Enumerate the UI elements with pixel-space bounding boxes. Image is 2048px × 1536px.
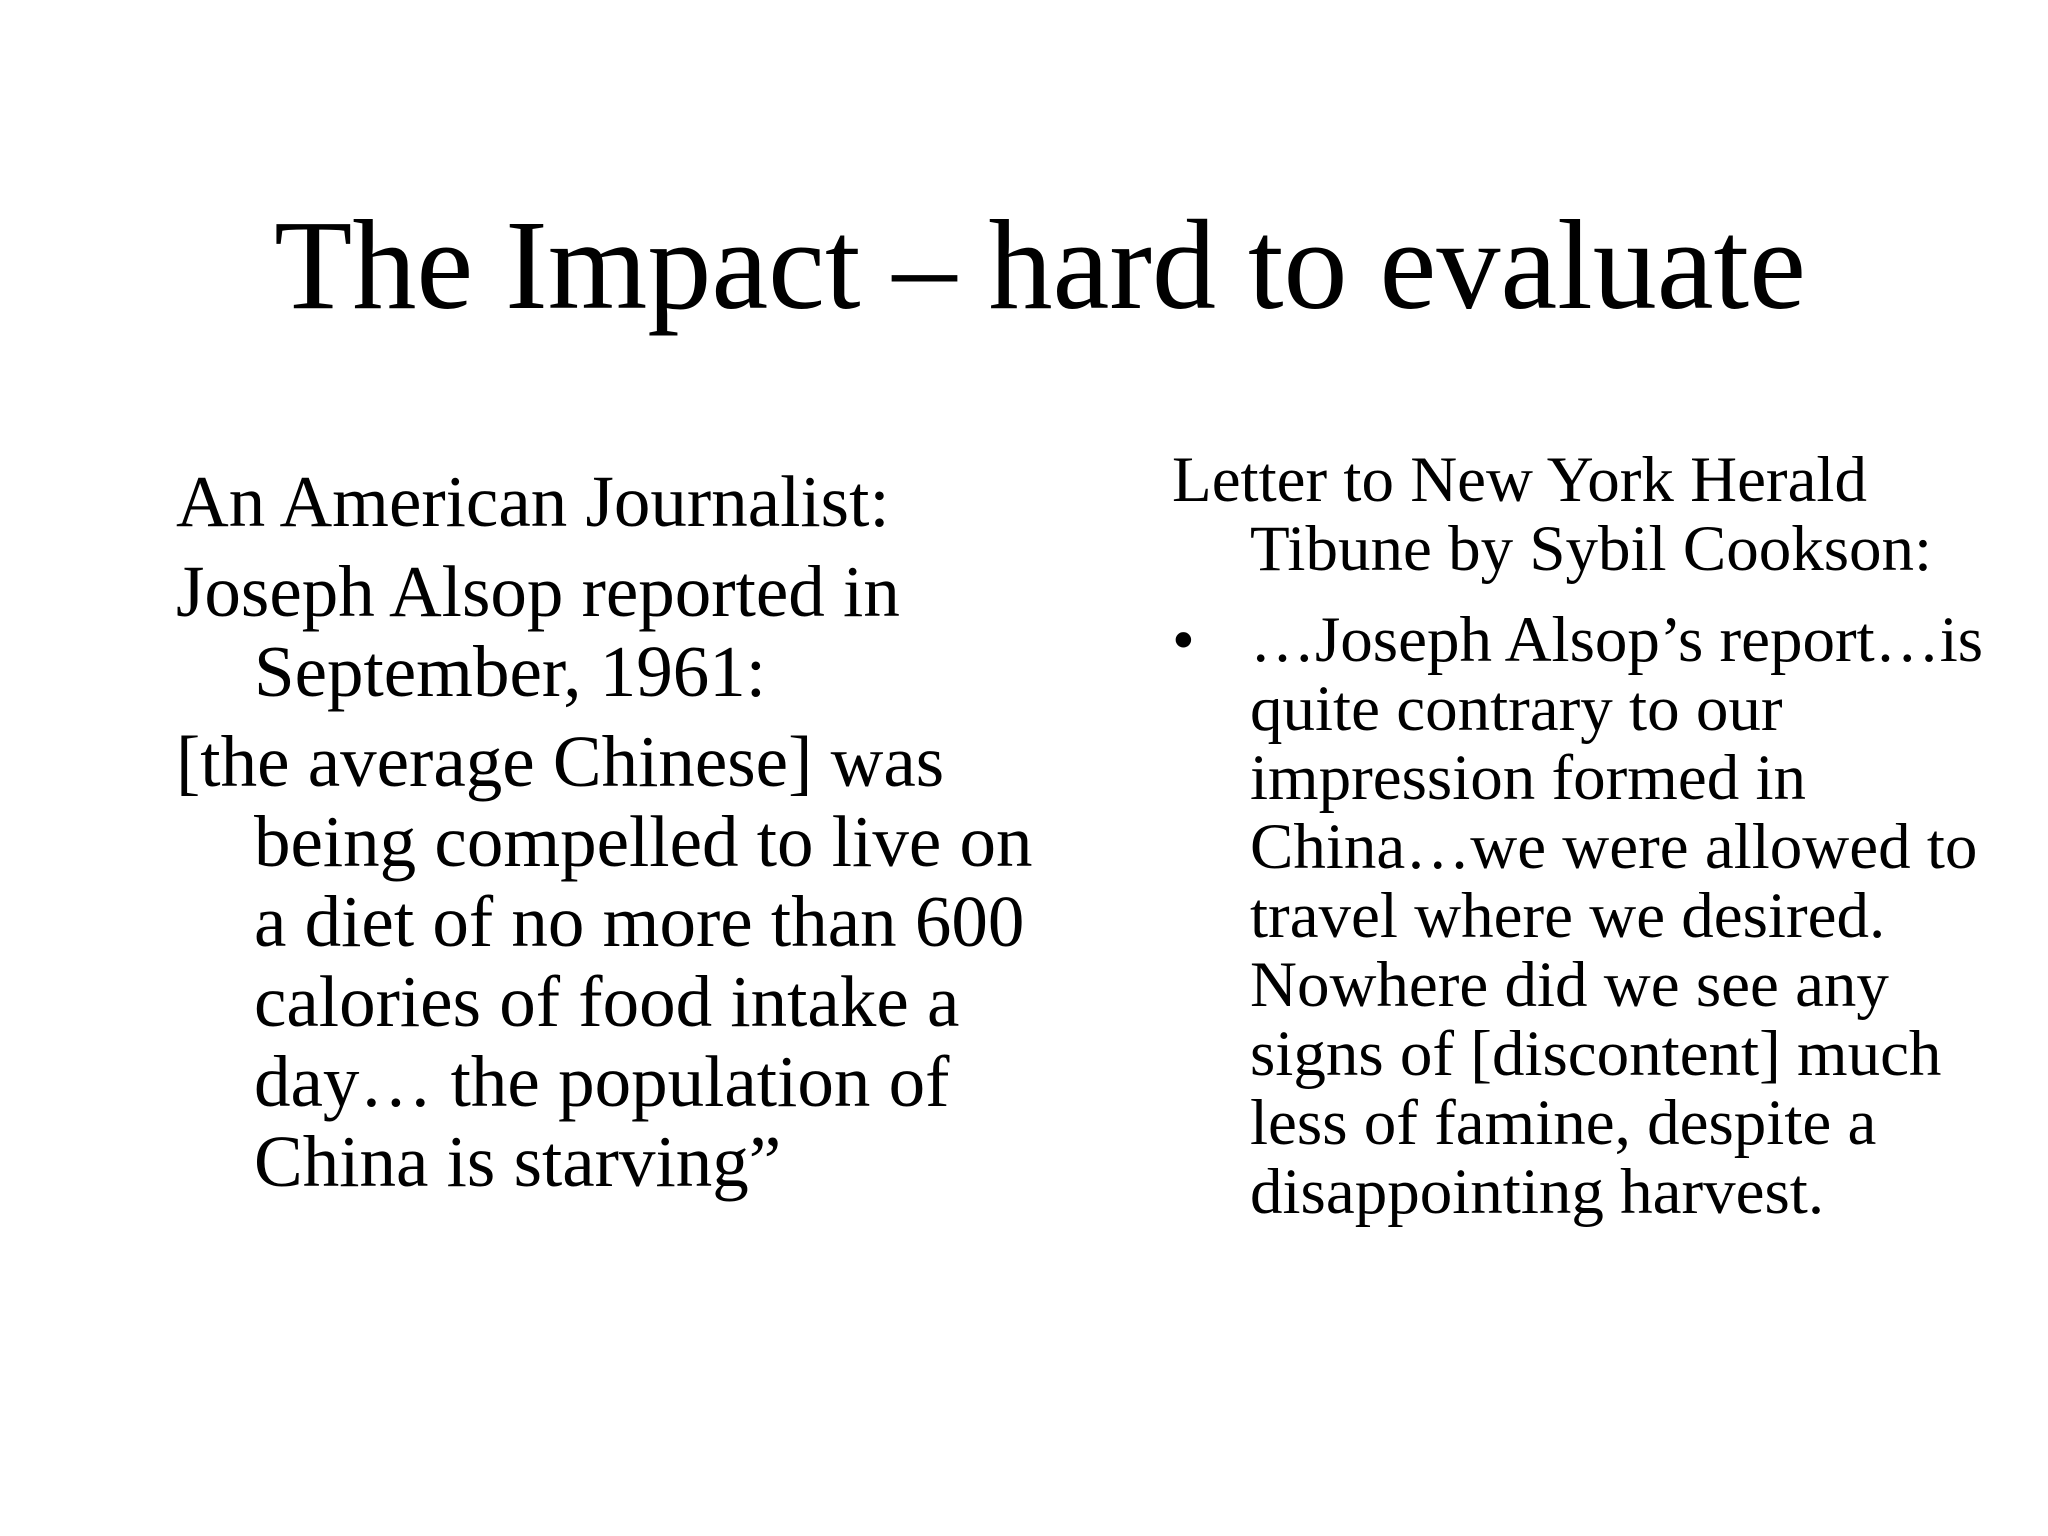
right-heading: Letter to New York Herald Tibune by Sybil Cookson: (1172, 444, 1933, 585)
right-column (1172, 446, 2012, 1227)
slide-title: The Impact – hard to evaluate (274, 194, 1806, 336)
bullet-icon: • (1172, 604, 1195, 676)
bullet-item (1172, 606, 2012, 1227)
left-quote: [the average Chinese] was being compelled to live on a diet of no more than 600 calories of food intake a day… the population of China is starving” (176, 721, 1033, 1202)
left-intro: Joseph Alsop reported in September, 1961: (176, 551, 900, 712)
left-heading: An American Journalist: (176, 461, 890, 542)
bullet-text: …Joseph Alsop’s report…is quite contrary to our impression formed in China…we were allowed to travel where we desired. Nowhere did we see any signs of [discontent] much less of famine, despite a disappointing harvest. (1250, 604, 1984, 1228)
left-column (176, 462, 1036, 1212)
